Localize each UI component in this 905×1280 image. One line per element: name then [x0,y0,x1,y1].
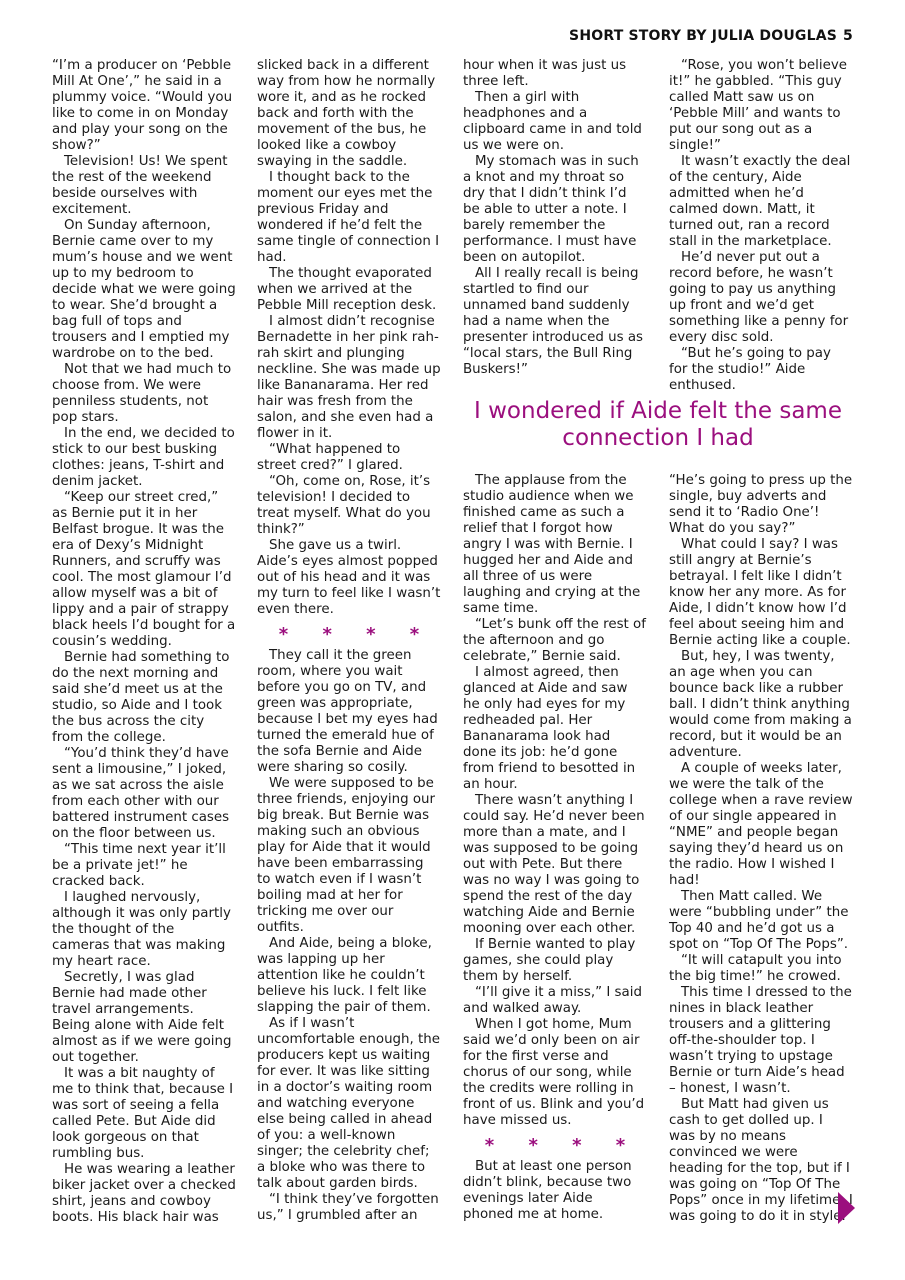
column-4-lower [669,473,853,1225]
paragraph: I laughed nervously, although it was only partly the thought of the cameras that was making my heart race. [52,890,231,969]
paragraph: In the end, we decided to stick to our best busking clothes: jeans, T-shirt and denim jacket. [52,426,235,489]
paragraph: “He’s going to press up the single, buy adverts and send it to ‘Radio One’! What do you say?” [669,473,853,536]
section-separator: * * * * [278,624,434,645]
paragraph: Bernie had something to do the next morning and said she’d meet us at the studio, so Aide and I took the bus across the city from the college. [52,650,230,745]
column-3-lower [463,473,647,1223]
paragraph: “Oh, come on, Rose, it’s television! I decided to treat myself. What do you think?” [257,474,431,537]
paragraph: The thought evaporated when we arrived at the Pebble Mill reception desk. [257,266,437,313]
paragraph: A couple of weeks later, we were the talk of the college when a rave review of our single appeared in “NME” and people began saying they’d heard us on the radio. How I wished I had! [669,761,853,888]
paragraph: This time I dressed to the nines in black leather trousers and a glittering off-the-shoulder top. I wasn’t trying to upstage Bernie or turn Aide’s head – honest, I wasn’t. [669,985,852,1096]
column-4 [669,58,853,394]
paragraph: I almost agreed, then glanced at Aide and saw he only had eyes for my redheaded pal. Her Bananarama look had done its job: he’d gone from friend to besotted in an hour. [463,665,636,792]
paragraph: Then Matt called. We were “bubbling under” the Top 40 and he’d got us a spot on “Top Of The Pops”. [669,889,849,952]
paragraph: But Matt had given us cash to get dolled up. I was by no means convinced we were heading for the top, but if I was going on “Top Of The Pops” once in my lifetime, I was going to do it in style. [669,1097,853,1224]
section-separator: * * * * [484,1135,640,1156]
paragraph: “This time next year it’ll be a private jet!” he cracked back. [52,842,226,889]
paragraph: The applause from the studio audience when we finished came as such a relief that I forgot how angry I was with Bernie. I hugged her and Aide and all three of us were laughing and crying at the same time. [463,473,641,616]
paragraph: If Bernie wanted to play games, she could play them by herself. [463,937,636,984]
page-number: 5 [843,28,853,44]
paragraph: “What happened to street cred?” I glared. [257,442,403,473]
paragraph: I thought back to the moment our eyes met the previous Friday and wondered if he’d felt the same tingle of connection I had. [257,170,440,265]
paragraph: It wasn’t exactly the deal of the century, Aide admitted when he’d calmed down. Matt, it turned out, ran a record stall in the marketplace. [669,154,851,249]
paragraph: Not that we had much to choose from. We were penniless students, not pop stars. [52,362,232,425]
column-1 [52,58,236,1226]
paragraph: He was wearing a leather biker jacket over a checked shirt, jeans and cowboy boots. His black hair was [52,1162,236,1225]
paragraph: On Sunday afternoon, Bernie came over to my mum’s house and we went up to my bedroom to decide what we were going to wear. She’d brought a bag full of tops and trousers and I emptied my wardrobe on to the bed. [52,218,236,361]
paragraph: Television! Us! We spent the rest of the weekend beside ourselves with excitement. [52,154,228,217]
paragraph: “But he’s going to pay for the studio!” Aide enthused. [669,346,831,393]
paragraph: There wasn’t anything I could say. He’d never been more than a mate, and I was supposed to be going out with Pete. But there was no way I was going to spend the rest of the day watching Aide and Bernie mooning over each other. [463,793,645,936]
story-byline: SHORT STORY BY JULIA DOUGLAS [569,28,838,44]
paragraph: Secretly, I was glad Bernie had made other travel arrangements. Being alone with Aide felt almost as if we were going out together. [52,970,232,1065]
paragraph: “Keep our street cred,” as Bernie put it in her Belfast brogue. It was the era of Dexy’s Midnight Runners, and scruffy was cool. The most glamour I’d allow myself was a bit of lippy and a pair of strappy black heels I’d bought for a cousin’s wedding. [52,490,236,649]
paragraph: “I think they’ve forgotten us,” I grumbled after an [257,1192,439,1223]
paragraph: “You’d think they’d have sent a limousine,” I joked, as we sat across the aisle from each other with our battered instrument cases on the floor between us. [52,746,230,841]
paragraph: As if I wasn’t uncomfortable enough, the producers kept us waiting for ever. It was like sitting in a doctor’s waiting room and watching everyone else being called in ahead of you: a well-known singer; the celebrity chef; a bloke who was there to talk about garden birds. [257,1016,441,1191]
column-3 [463,58,647,378]
paragraph: But at least one person didn’t blink, because two evenings later Aide phoned me at home. [463,1159,632,1222]
pull-quote: I wondered if Aide felt the same connection I had [474,398,842,451]
paragraph: “I’ll give it a miss,” I said and walked away. [463,985,642,1016]
paragraph: slicked back in a different way from how he normally wore it, and as he rocked back and forth with the movement of the bus, he looked like a cowboy swaying in the saddle. [257,58,436,169]
paragraph: When I got home, Mum said we’d only been on air for the first verse and chorus of our song, while the credits were rolling in front of us. Blink and you’d have missed us. [463,1017,645,1128]
paragraph: What could I say? I was still angry at Bernie’s betrayal. I felt like I didn’t know her any more. As for Aide, I didn’t know how I’d feel about seeing him and Bernie acting like a couple. [669,537,851,648]
paragraph: “It will catapult you into the big time!” he crowed. [669,953,842,984]
column-2 [257,58,441,1224]
paragraph: hour when it was just us three left. [463,58,627,89]
paragraph: And Aide, being a bloke, was lapping up her attention like he couldn’t believe his luck. I felt like slapping the pair of them. [257,936,432,1015]
triangle-right-icon [838,1192,855,1224]
paragraph: He’d never put out a record before, he wasn’t going to pay us anything up front and we’d get something like a penny for every disc sold. [669,250,849,345]
paragraph: It was a bit naughty of me to think that, because I was sort of seeing a fella called Pete. But Aide did look gorgeous on that rumbling bus. [52,1066,234,1161]
paragraph: My stomach was in such a knot and my throat so dry that I didn’t think I’d be able to utter a note. I barely remember the performance. I must have been on autopilot. [463,154,639,265]
page-header [569,28,853,44]
paragraph: “Let’s bunk off the rest of the afternoon and go celebrate,” Bernie said. [463,617,646,664]
paragraph: All I really recall is being startled to find our unnamed band suddenly had a name when the presenter introduced us as “local stars, the Bull Ring Buskers!” [463,266,644,377]
paragraph: “I’m a producer on ‘Pebble Mill At One’,” he said in a plummy voice. “Would you like to come in on Monday and play your song on the show?” [52,58,233,153]
paragraph: She gave us a twirl. Aide’s eyes almost popped out of his head and it was my turn to feel like I wasn’t even there. [257,538,441,617]
paragraph: We were supposed to be three friends, enjoying our big break. But Bernie was making such an obvious play for Aide that it would have been embarrassing to watch even if I wasn’t boiling mad at her for tricking me over our outfits. [257,776,436,935]
paragraph: They call it the green room, where you wait before you go on TV, and green was appropriate, because I bet my eyes had turned the emerald hue of the sofa Bernie and Aide were sharing so cosily. [257,648,438,775]
paragraph: But, hey, I was twenty, an age when you can bounce back like a rubber ball. I didn’t think anything would come from making a record, but it would be an adventure. [669,649,852,760]
paragraph: Then a girl with headphones and a clipboard came in and told us we were on. [463,90,642,153]
paragraph: I almost didn’t recognise Bernadette in her pink rah-rah skirt and plunging neckline. She was made up like Bananarama. Her red hair was fresh from the salon, and she even had a flower in it. [257,314,441,441]
paragraph: “Rose, you won’t believe it!” he gabbled. “This guy called Matt saw us on ‘Pebble Mill’ and wants to put our song out as a single!” [669,58,847,153]
